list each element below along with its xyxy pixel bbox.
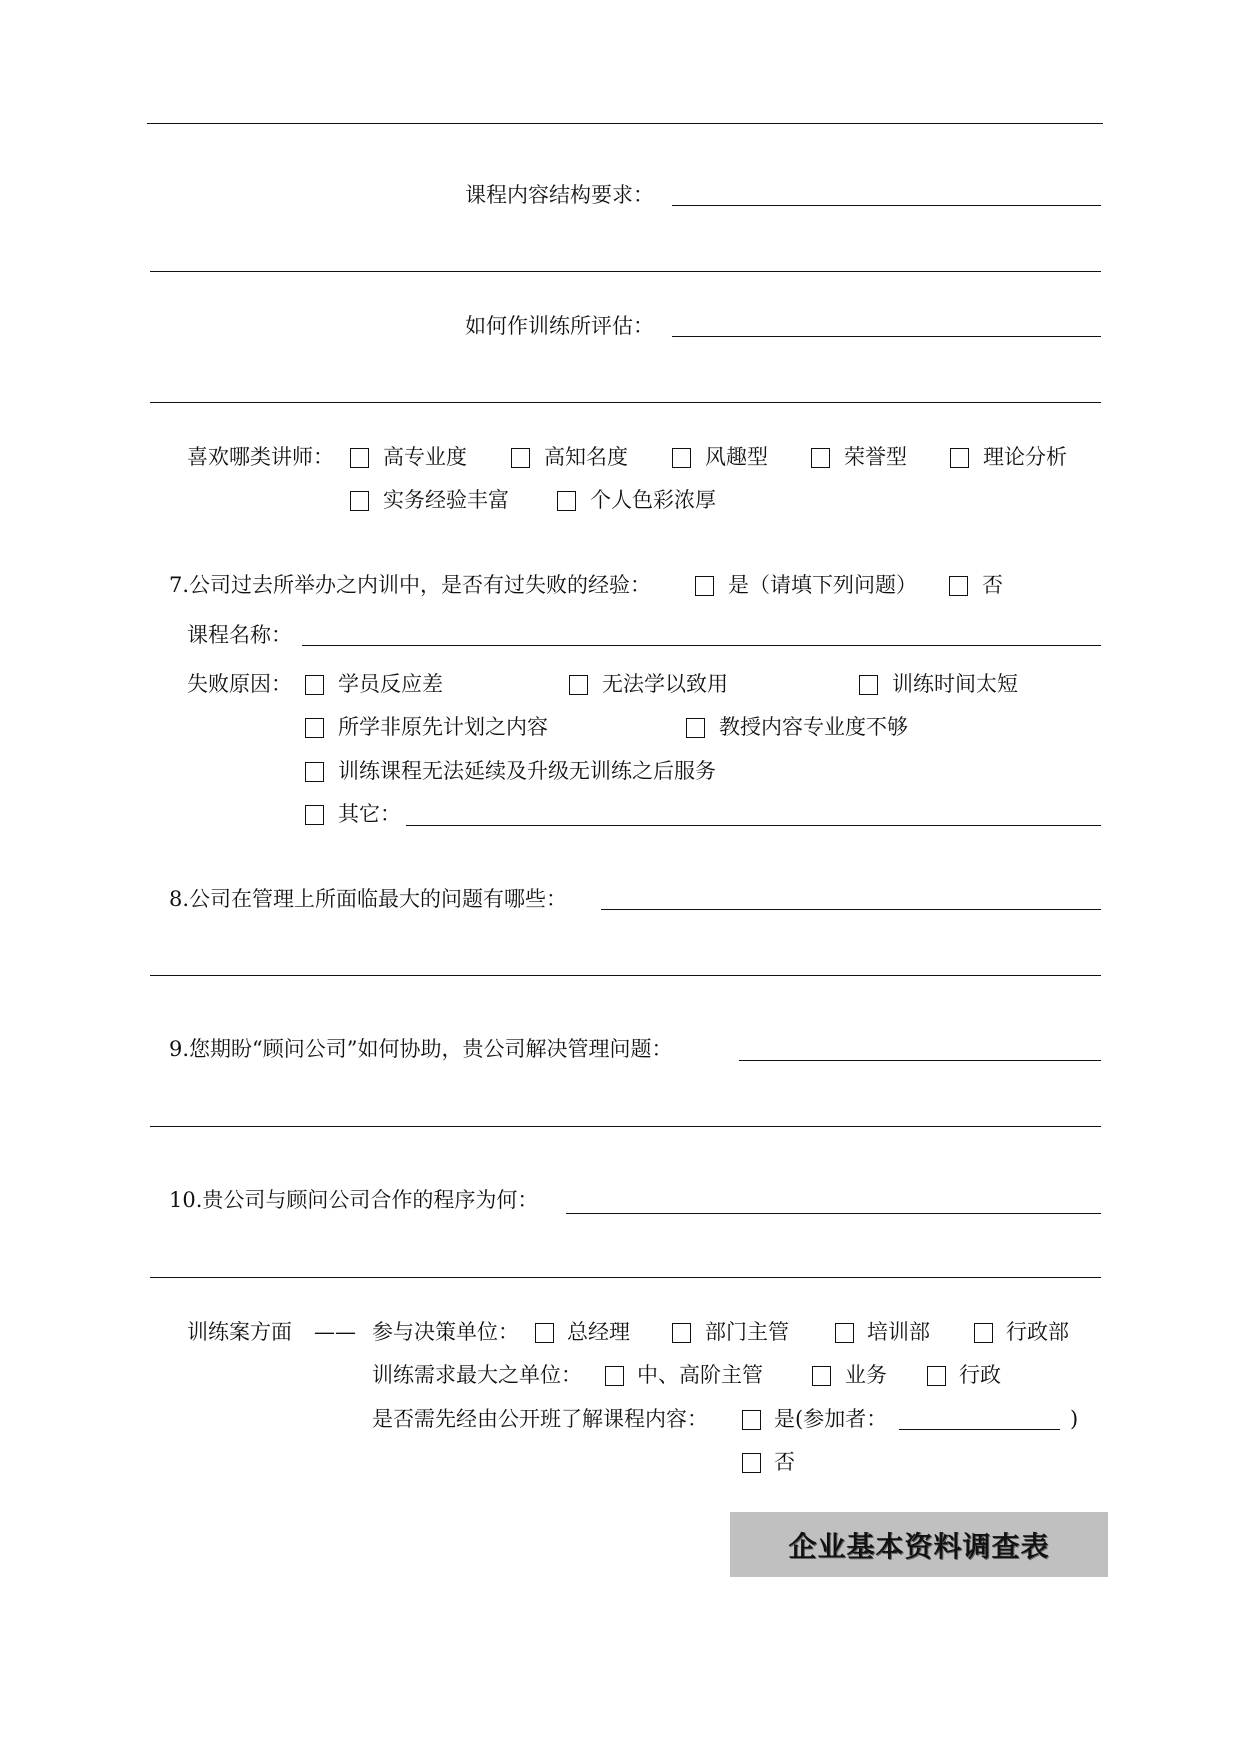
option-label: 荣誉型 [844,445,907,469]
checkbox-lecturer-3[interactable] [811,448,830,468]
failure-reason-label: 失败原因： [187,672,292,696]
reason-label: 其它： [338,802,401,826]
open-class-yes-label: 是(参加者： [774,1407,888,1431]
open-class-close-paren: ) [1070,1407,1079,1431]
checkbox-lecturer-0[interactable] [350,448,369,468]
q8-input-line2[interactable] [150,975,1101,976]
course-name-input[interactable] [302,645,1101,646]
option-label: 业务 [845,1363,887,1387]
checkbox-lecturer-4[interactable] [950,448,969,468]
q10-question: 10.贵公司与顾问公司合作的程序为何： [169,1188,539,1212]
q7-yes-label: 是（请填下列问题） [728,573,917,597]
decision-label: 参与决策单位： [372,1320,519,1344]
checkbox-decision-3[interactable] [974,1323,993,1343]
q8-question: 8.公司在管理上所面临最大的问题有哪些： [169,887,568,911]
reason-label: 所学非原先计划之内容 [338,715,548,739]
checkbox-demand-2[interactable] [927,1366,946,1386]
course-name-label: 课程名称： [187,623,292,647]
checkbox-q7-yes[interactable] [695,576,714,596]
q9-input-line2[interactable] [150,1126,1101,1127]
option-label: 高专业度 [383,445,467,469]
checkbox-lecturer-5[interactable] [350,491,369,511]
q7-question: 7.公司过去所举办之内训中，是否有过失败的经验： [169,573,652,597]
option-label: 部门主管 [705,1320,789,1344]
option-label: 培训部 [867,1320,930,1344]
checkbox-decision-0[interactable] [535,1323,554,1343]
checkbox-open-class-yes[interactable] [742,1410,761,1430]
reason-label: 训练时间太短 [892,672,1018,696]
checkbox-decision-1[interactable] [672,1323,691,1343]
participant-input[interactable] [899,1429,1060,1430]
reason-label: 教授内容专业度不够 [719,715,908,739]
checkbox-lecturer-6[interactable] [557,491,576,511]
checkbox-reason-3[interactable] [305,718,324,738]
reason-label: 训练课程无法延续及升级无训练之后服务 [338,759,716,783]
option-label: 中、高阶主管 [637,1363,763,1387]
footer-title-box [730,1512,1108,1577]
q7-no-label: 否 [982,573,1003,597]
option-label: 风趣型 [705,445,768,469]
checkbox-lecturer-2[interactable] [672,448,691,468]
checkbox-reason-4[interactable] [686,718,705,738]
training-plan-dash: —— [314,1320,356,1344]
option-label: 行政 [959,1363,1001,1387]
lecturer-preference-label: 喜欢哪类讲师： [187,445,334,469]
training-evaluation-label: 如何作训练所评估： [465,314,654,338]
course-structure-input[interactable] [672,205,1101,206]
option-label: 总经理 [567,1320,630,1344]
q10-input[interactable] [566,1213,1101,1214]
other-reason-input[interactable] [406,825,1101,826]
open-class-no-label: 否 [774,1450,795,1474]
training-evaluation-input-line2[interactable] [150,402,1101,403]
option-label: 理论分析 [983,445,1067,469]
reason-label: 无法学以致用 [602,672,728,696]
option-label: 实务经验丰富 [383,488,509,512]
course-structure-label: 课程内容结构要求： [465,183,654,207]
option-label: 高知名度 [544,445,628,469]
checkbox-reason-6[interactable] [305,805,324,825]
q9-input[interactable] [739,1060,1101,1061]
checkbox-demand-0[interactable] [605,1366,624,1386]
training-evaluation-input[interactable] [672,336,1101,337]
checkbox-reason-0[interactable] [305,675,324,695]
reason-label: 学员反应差 [338,672,443,696]
checkbox-open-class-no[interactable] [742,1453,761,1473]
demand-label: 训练需求最大之单位： [372,1363,582,1387]
training-plan-label: 训练案方面 [187,1320,292,1344]
open-class-label: 是否需先经由公开班了解课程内容： [372,1407,708,1431]
checkbox-lecturer-1[interactable] [511,448,530,468]
footer-title: 企业基本资料调查表 [788,1529,1050,1563]
checkbox-q7-no[interactable] [949,576,968,596]
q10-input-line2[interactable] [150,1277,1101,1278]
q9-question: 9.您期盼“顾问公司”如何协助，贵公司解决管理问题： [169,1037,673,1061]
checkbox-reason-5[interactable] [305,762,324,782]
q8-input[interactable] [601,909,1101,910]
checkbox-reason-2[interactable] [859,675,878,695]
checkbox-decision-2[interactable] [835,1323,854,1343]
top-rule [147,123,1103,124]
checkbox-reason-1[interactable] [569,675,588,695]
option-label: 行政部 [1006,1320,1069,1344]
course-structure-input-line2[interactable] [150,271,1101,272]
option-label: 个人色彩浓厚 [590,488,716,512]
checkbox-demand-1[interactable] [812,1366,831,1386]
